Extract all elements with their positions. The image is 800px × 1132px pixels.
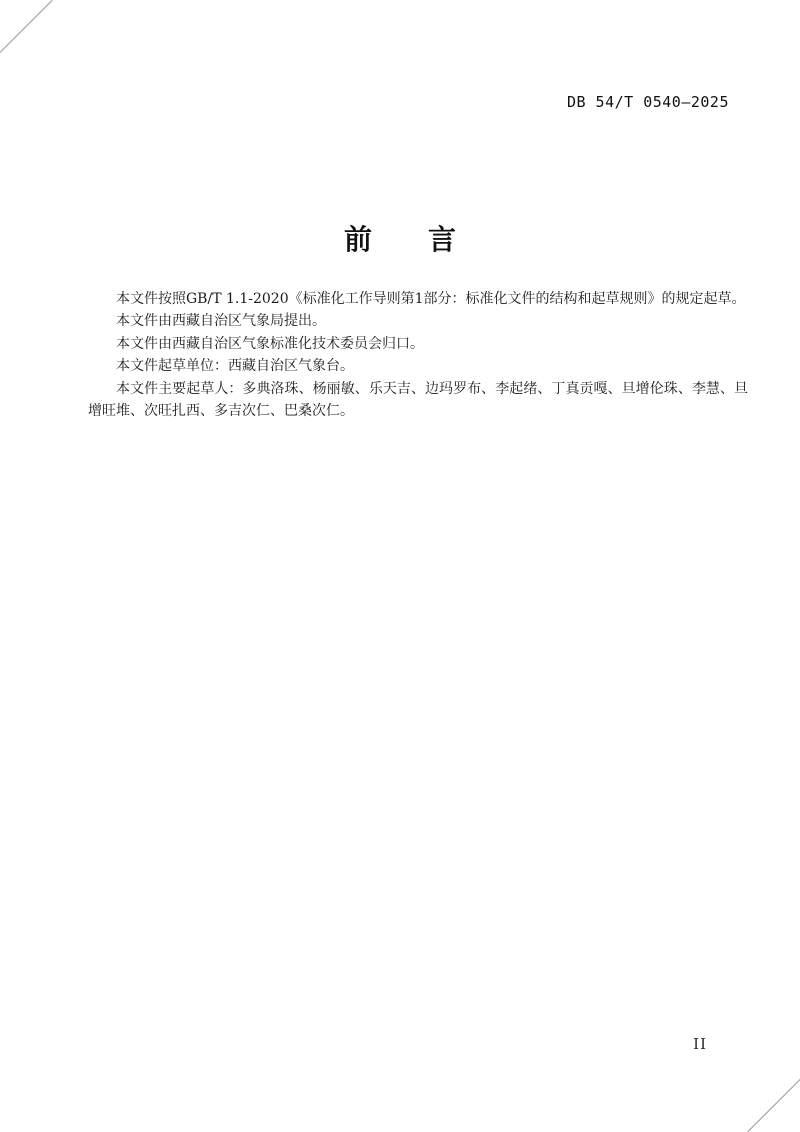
foreword-title: 前 言 xyxy=(343,223,456,256)
foreword-body xyxy=(88,288,748,422)
paragraph-drafting-organization: 本文件起草单位：西藏自治区气象台。 xyxy=(116,358,354,375)
paragraph-proposed-by: 本文件由西藏自治区气象局提出。 xyxy=(116,313,326,330)
scan-corner-mark-bottom-right xyxy=(747,1079,800,1132)
standard-document-number: DB 54/T 0540—2025 xyxy=(566,93,729,111)
paragraph-centralized-by: 本文件由西藏自治区气象标准化技术委员会归口。 xyxy=(116,335,424,352)
scan-corner-mark-top-left xyxy=(0,0,53,53)
paragraph-drafting-basis: 本文件按照GB/T 1.1-2020《标准化工作导则第1部分：标准化文件的结构和起草规则》的规定起草。 xyxy=(116,291,746,307)
page-number: II xyxy=(693,1035,707,1053)
paragraph-main-drafters: 本文件主要起草人：多典洛珠、杨丽敏、乐天吉、边玛罗布、李起绪、丁真贡嘎、旦增伦珠、李慧、旦增旺堆、次旺扎西、多吉次仁、巴桑次仁。 xyxy=(88,380,748,420)
